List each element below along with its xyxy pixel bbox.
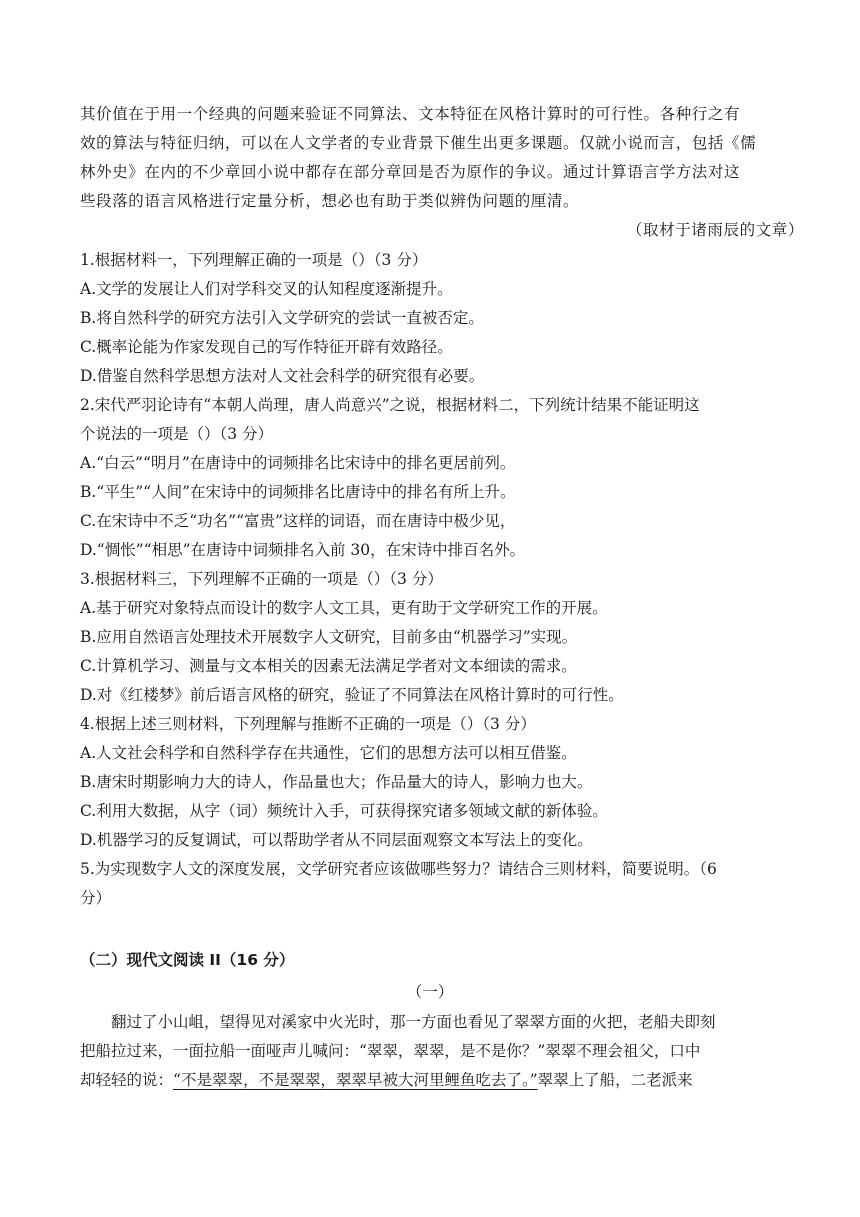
q2-option-b: B.“平生”“人间”在宋诗中的词频排名比唐诗中的排名有所上升。 (80, 483, 516, 501)
q2-option-a: A.“白云”“明月”在唐诗中的词频排名比宋诗中的排名更居前列。 (80, 454, 516, 472)
q1-option-d: D.借鉴自然科学思想方法对人文社会科学的研究很有必要。 (80, 367, 485, 385)
q3-option-b: B.应用自然语言处理技术开展数字人文研究，目前多由“机器学习”实现。 (80, 628, 578, 646)
q5-stem-line-1: 5.为实现数字人文的深度发展，文学研究者应该做哪些努力？请结合三则材料，简要说明。（6 (80, 860, 717, 878)
passage-line-3-post: 翠翠上了船，二老派来 (537, 1071, 693, 1089)
q2-option-d: D.“惆怅”“相思”在唐诗中词频排名入前 30，在宋诗中排百名外。 (80, 541, 526, 559)
material3-line-3: 林外史》在内的不少章回小说中都存在部分章回是否为原作的争议。通过计算语言学方法对这 (80, 163, 741, 181)
q4-option-c: C.利用大数据，从字（词）频统计入手，可获得探究诸多领域文献的新体验。 (80, 802, 608, 820)
material3-line-4: 些段落的语言风格进行定量分析，想必也有助于类似辨伪问题的厘清。 (80, 192, 580, 210)
section2-part-label: （一） (406, 983, 454, 1001)
passage-line-1: 翻过了小山岨，望得见对溪家中火光时，那一方面也看见了翠翠方面的火把，老船夫即刻 (80, 1013, 716, 1031)
q3-stem: 3.根据材料三，下列理解不正确的一项是（）（3 分） (80, 570, 443, 588)
q2-option-c: C.在宋诗中不乏“功名”“富贵”这样的词语，而在唐诗中极少见， (80, 512, 516, 530)
q1-option-a: A.文学的发展让人们对学科交叉的认知程度逐渐提升。 (80, 280, 453, 298)
passage-line-3-pre: 却轻轻的说： (80, 1071, 174, 1089)
q3-option-d: D.对《红楼梦》前后语言风格的研究，验证了不同算法在风格计算时的可行性。 (80, 686, 624, 704)
q2-stem-line-2: 个说法的一项是（）（3 分） (80, 425, 274, 443)
q3-option-a: A.基于研究对象特点而设计的数字人文工具，更有助于文学研究工作的开展。 (80, 599, 608, 617)
q2-stem-line-1: 2.宋代严羽论诗有“本朝人尚理，唐人尚意兴”之说，根据材料二，下列统计结果不能证明这 (80, 396, 700, 414)
q3-option-c: C.计算机学习、测量与文本相关的因素无法满足学者对文本细读的需求。 (80, 657, 577, 675)
q1-stem: 1.根据材料一，下列理解正确的一项是（）（3 分） (80, 251, 428, 269)
passage-line-3 (80, 1070, 693, 1090)
material3-line-1: 其价值在于用一个经典的问题来验证不同算法、文本特征在风格计算时的可行性。各种行之有 (80, 105, 741, 123)
material3-source: （取材于诸雨辰的文章） (626, 221, 804, 239)
q4-option-a: A.人文社会科学和自然科学存在共通性，它们的思想方法可以相互借鉴。 (80, 744, 577, 762)
q1-option-b: B.将自然科学的研究方法引入文学研究的尝试一直被否定。 (80, 309, 484, 327)
underlined-quote: “不是翠翠，不是翠翠，翠翠早被大河里鲤鱼吃去了。” (173, 1071, 538, 1089)
material3-line-2: 效的算法与特征归纳，可以在人文学者的专业背景下催生出更多课题。仅就小说而言，包括《儒 (80, 134, 757, 152)
q4-option-b: B.唐宋时期影响力大的诗人，作品量也大；作品量大的诗人，影响力也大。 (80, 773, 593, 791)
q5-stem-line-2: 分） (80, 889, 112, 907)
section2-heading: （二）现代文阅读 II（16 分） (80, 951, 295, 969)
q4-option-d: D.机器学习的反复调试，可以帮助学者从不同层面观察文本写法上的变化。 (80, 831, 593, 849)
q1-option-c: C.概率论能为作家发现自己的写作特征开辟有效路径。 (80, 338, 453, 356)
q4-stem: 4.根据上述三则材料，下列理解与推断不正确的一项是（）（3 分） (80, 715, 536, 733)
passage-line-2: 把船拉过来，一面拉船一面哑声儿喊问：“翠翠，翠翠，是不是你？”翠翠不理会祖父，口中 (80, 1042, 701, 1060)
